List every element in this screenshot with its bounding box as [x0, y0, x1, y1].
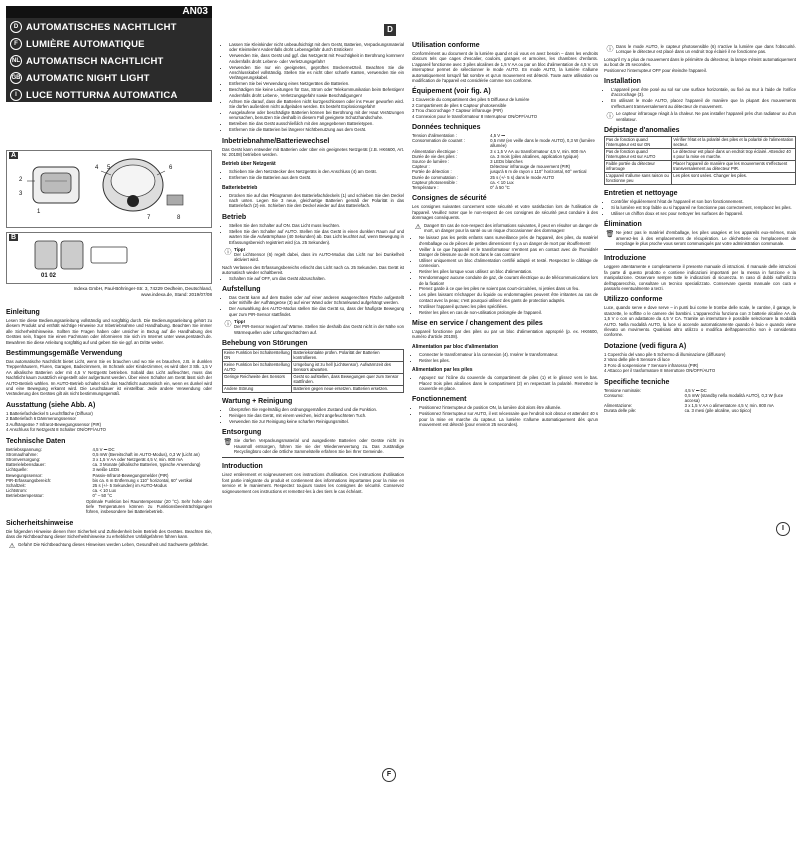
info-icon: ⓘ — [224, 248, 232, 256]
spec-key: Betriebstemperatur: — [6, 493, 44, 499]
table-cell: Keine Funktion bei Schalterstellung ON — [223, 349, 292, 361]
list-item: • Ne laissez pas les petits enfants sans surveillance près de l'appareil, des piles, du matériel d'emballage ou de pièces de petites dimensions! Il y a un danger de mort par étouffement! — [419, 235, 598, 246]
list-item: 4 Anschluss für Netzgerät 8 Schalter ON/OFF/AUTO — [6, 427, 106, 433]
info-icon: ⓘ — [606, 46, 614, 53]
bullet-list — [222, 276, 404, 281]
callout-3: 3 — [19, 191, 23, 197]
device-illustration — [7, 151, 211, 227]
table-cell: Andere Störung — [223, 385, 292, 392]
list-item: • Schalten Sie auf OFF, um das Gerät abzuschalten. — [229, 276, 404, 281]
spec-value: bis ca. 6 m Entfernung x 110° horizontal, 60° vertikal — [92, 477, 193, 483]
section-text: Lisez entièrement et soigneusement ces instructions d'utilisation. Ces instructions d'utilisation font partie intégrante du produit et contiennent des informations importantes pour la mise en service et le maniement. Respectez toujours toutes les consignes de sécurité. Conservez soigneusement ces instructions et remettez-les à des tiers le cas échéant. — [222, 472, 404, 494]
spec-value: ca. 3 Monate (alkalische Batterien, typische Anwendung) — [92, 462, 201, 468]
spec-key: Capteur photosensible : — [412, 179, 458, 185]
spec-key: Alimentation électrique : — [412, 148, 458, 154]
table-cell: Vérifier l'état et la polarité des piles et la polarité de l'alimentation secteur. — [672, 136, 796, 148]
list-item: • Contrôler régulièrement l'état de l'appareil et son bon fonctionnement. — [611, 199, 796, 204]
fr-column-3 — [412, 42, 598, 428]
list-item: • Connecter le transformateur à la connexion (4). Insérer le transformateur. — [419, 352, 598, 357]
section-text: Die folgenden Hinweise dienen Ihrer Sicherheit und Zufriedenheit beim Betrieb des Gerätes. Beachten Sie, dass die Nichtbeachtung dieser Sicherheitshinweise zu erheblichen Unfallgefahren führen kann. — [6, 528, 212, 540]
list-item: • Verwenden Sie, dass Gerät und ggf. das Netzgerät mit Feuchtigkeit in Berührung kommen! Andernfalls droht Lebens- oder Verletzungsgefahr! — [229, 53, 404, 64]
danger-note — [412, 223, 598, 234]
model-number: AN03 — [6, 6, 212, 18]
list-item: • Achten Sie darauf, dass die Batterien nicht kurzgeschlossen oder ins Feuer geworfen wird. Sie dürfen außerdem nicht aufgeladen werden. Es besteht Explosionsgefahr! — [229, 99, 404, 110]
spec-value: 4,5 V ⎓ — [490, 133, 505, 139]
lang-circle: GB — [10, 72, 22, 84]
section-heading: Utilisation conforme — [412, 42, 480, 49]
spec-key: Batterielebensdauer: — [6, 462, 46, 468]
list-item: • Ausgelaufene oder beschädigte Batterien können bei Berührung mit der Haut Verätzungen verursachen, benutzen Sie deshalb in diesem Fall geeignete Schutzhandschuhe. — [229, 110, 404, 121]
callout-2: 2 — [19, 177, 23, 183]
table-cell: Gerät so aufstellen, dass Bewegungen quer zum Sensor stattfinden. — [292, 373, 404, 385]
table-row — [412, 169, 598, 174]
spec-value: 3 LEDs blanches — [490, 159, 523, 165]
list-item: • Retirer les piles en cas de non-utilisation prolongée de l'appareil. — [419, 310, 598, 315]
spec-value: ca. 3 mois (piles alcalines, application typique) — [490, 153, 579, 159]
section-heading: Dépistage d'anomalies — [604, 126, 680, 134]
danger-text: Gefahr! Die Nichtbeachtung dieses Hinweises werden Leben, Gesundheit und Sachwerte gefährdet. — [18, 541, 209, 547]
banner-title: AUTOMATISCH NACHTLICHT — [26, 55, 164, 67]
section-heading: Sicherheitshinweise — [6, 519, 74, 527]
lang-circle: I — [10, 89, 22, 101]
section-heading: Entretien et nettoyage — [604, 189, 678, 197]
tip-note — [604, 44, 796, 55]
banner-row-gb — [6, 70, 212, 86]
list-item: • Überprüfen Sie regelmäßig den ordnungsgemäßen Zustand und die Funktion. — [229, 407, 404, 412]
tip-text: Der PIR-Sensor reagiert auf Wärme. Stellen Sie deshalb das Gerät nicht in der Nähe von Wärmequellen oder Lüftungsschächten auf. — [234, 324, 404, 335]
tip-text: Dans le mode AUTO, le capteur photosensible (6) n'active la lumière que dans l'obscurité. Lorsque le détecteur est placé dans un endroit trop éclairé il ne fonctionne pas. — [616, 44, 796, 55]
section-text: Lorsqu'il n'y a plus de mouvement dans le périmètre du détecteur, la lampe s'éteint automatiquement au bout de 25 secondes. — [604, 56, 796, 68]
figure-b-label: B — [11, 234, 17, 241]
troubleshooting-table — [604, 136, 796, 185]
banner-title: LUMIÈRE AUTOMATIQUE — [26, 38, 145, 50]
figure-a — [6, 150, 212, 228]
warning-icon: ⚠ — [414, 223, 422, 231]
spec-value: 3 x 1,5 V AA o alimentatore 4,5 V, min. 800 mA — [684, 403, 774, 409]
fr-it-column-4 — [604, 42, 796, 414]
section-heading: Behebung von Störungen — [222, 339, 308, 347]
bullet-list — [222, 169, 404, 180]
list-item: • Utiliser uniquement un bloc d'alimentation certifié adapté et testé. Respectez le câblage de connexion. — [419, 258, 598, 269]
spec-key: Température : — [412, 185, 439, 191]
bullet-list — [222, 223, 404, 245]
section-text: Lesen Sie diese Bedienungsanleitung vollständig und sorgfältig durch. Die Bedienungsanleitung gehört zu diesem Produkt und enthält wichtige Hinweise zur Inbetriebnahme und Handhabung. Beachten Sie immer alle Sicherheitshinweise. Sollten Sie Fragen haben oder unsicher in Bezug auf die Handhabung des Gerätes sein, fragen Sie einen Fachmann oder informieren Sie sich im Internet unter www.pentatech.de. Bewahren Sie diese Anleitung sorgfältig auf und geben Sie sie ggf. an Dritte weiter. — [6, 318, 212, 345]
bullet-list — [412, 375, 598, 391]
title-banner — [6, 18, 212, 102]
spec-value: ca. < 10 Lux — [92, 488, 117, 494]
list-item: 2 Batteriefach 6 Dämmerungssensor — [6, 416, 76, 422]
list-item: • Entfernen Sie bei Verwendung eines Netzgerätes die Batterien. — [229, 81, 404, 86]
spec-key: Lichtquelle: — [6, 467, 28, 473]
spec-key: Bewegungssensor: — [6, 472, 43, 478]
tip-note — [604, 111, 796, 122]
list-item: • Utiliser un chiffon doux et sec pour nettoyer les surfaces de l'appareil. — [611, 211, 796, 216]
safety-list — [222, 42, 404, 133]
info-icon: ⓘ — [606, 113, 614, 121]
list-item: • Verwenden Sie nur ein geeignetes, geprüftes Steckernetzteil. Beachten Sie die Anschlusskabel vollständig. Stellen Sie es nicht über scharfe Kanten, verwenden Sie ein Verlängerungskabel. — [229, 65, 404, 81]
list-item: • Positionnez l'interrupteur sur AUTO, il est nécessaire que l'endroit soit obscur et attendez 40 s pour la mise en marche du capteur. La lumière s'allume automatiquement dès qu'un mouvement est détecté (pour environ 25 secondes). — [419, 411, 598, 427]
spec-key: Capteur : — [412, 164, 430, 170]
list-item: • Stellen Sie den Schalter auf ON. Das Licht muss leuchten. — [229, 223, 404, 228]
list-item: • Retirer les piles lorsque vous utilisez un bloc d'alimentation. — [419, 269, 598, 274]
spec-value: 3 weiße LEDs — [92, 467, 120, 473]
bullet-list — [412, 352, 598, 363]
recycle-bin-icon: 🗑 — [223, 439, 233, 447]
disposal-text: Ne jetez pas le matériel d'emballage, les piles usagées et les appareils eux-mêmes, mais amenez-les à des emplacements de récupération. Le déchetterie ou l'emplacement de recyclage le plus proche vous seront communiqués par votre administration communale. — [616, 230, 796, 246]
section-heading: Ausstattung (siehe Abb. A) — [6, 401, 96, 409]
table-row — [223, 385, 404, 392]
list-item: • Schieben Sie den Netzstecker des Netzgeräts in den Anschluss (4) am Gerät. — [229, 169, 404, 174]
list-item: 3 Trou d'accrochage 7 Capteur infrarouge (PIR) — [412, 108, 503, 114]
table-row — [605, 172, 796, 184]
spec-table — [604, 388, 796, 414]
table-cell: Geringe Reichweite des Sensors — [223, 373, 292, 385]
section-heading: Specifiche tecniche — [604, 378, 670, 386]
list-item: • Betreiben Sie das Gerät ausschließlich mit den angegebenen Batterietypen. — [229, 121, 404, 126]
battery-illustration — [7, 233, 211, 283]
lang-circle: F — [10, 38, 22, 50]
table-cell: Batteriekontakte prüfen. Polarität der Batterien kontrollieren. — [292, 349, 404, 361]
list-item: • Appuyez sur l'icône du couvercle du compartiment de piles (1) et le glissez vers le bas. Placez trois piles alcalines dans le compartiment (2) en respectant la polarité. Remettez le couvercle en place. — [419, 375, 598, 391]
spec-value: 0,5 mW (standby nella modalità AUTO), 0,3 W (luce accesa) — [684, 392, 784, 403]
table-cell: Pas de fonction quand l'interrupteur est sur AUTO — [605, 148, 672, 160]
danger-text: Danger! En cas de non-respect des informations suivantes, il peut en résulter un danger de mort, un danger pour la santé ou un risque d'occasionner des dommages! — [424, 222, 598, 233]
list-item: • Beschädigen Sie keine Leitungen für Gas, Strom oder Telekommunikation beim Befestigen! Andernfalls droht Lebens-, Verletzungsgefahr sowie Beschädigungen! — [229, 87, 404, 98]
list-item: • Das Gerät kann auf dem Boden oder auf einer anderen waagerechten Fläche aufgestellt oder mithilfe der Aufhängeöse (3) auf einer Wand oder Schrankwand aufgehängt werden. — [229, 295, 404, 306]
list-item: • Lassen Sie Kleinkinder nicht unbeaufsichtigt mit dem Gerät, Batterien, Verpackungsmaterial oder Kleinteilen! Andernfalls droht Lebensgefahr durch Ersticken! — [229, 42, 404, 53]
section-heading: Bestimmungsgemäße Verwendung — [6, 350, 123, 358]
table-row — [223, 361, 404, 373]
sub-heading: Betrieb über Netzgerät — [222, 161, 276, 168]
spec-value: 0,5 mW (en veille dans le mode AUTO), 0,3 W (lumière allumée) — [490, 138, 595, 149]
table-row — [412, 138, 598, 148]
section-text: Das Gerät kann entweder mit Batterien oder über ein geeignetes Netzgerät (z.B. HK6600, Art. Nr. 20108) betrieben werden. — [222, 146, 404, 157]
spec-key: Betriebsspannung: — [6, 446, 42, 452]
callout-1: 1 — [37, 209, 41, 215]
spec-note: Optimale Funktion bei Raumtemperatur (20 °C). Sehr hohe oder tiefe Temperaturen können zu Funktionsbeeinträchtigungen führen, insbesondere bei Batteriebetrieb. — [86, 498, 212, 515]
spec-key: Durata delle pile: — [604, 408, 637, 414]
lang-circle: NL — [10, 55, 22, 67]
spec-value: 3 x 1,5 V AA oder Netzgerät 4,5 V, min. 800 mA — [92, 456, 183, 462]
table-cell: Pas de fonction quand l'interrupteur est sur ON — [605, 136, 672, 148]
lang-marker-fr: F — [382, 768, 396, 782]
list-item: 4 Connexion pour le transformateur 8 Interrupteur ON/OFF/AUTO — [412, 113, 538, 119]
list-item: • Retirer les piles. — [419, 358, 598, 363]
banner-title: AUTOMATISCHES NACHTLICHT — [26, 21, 177, 33]
table-cell: Umgebung ist zu hell (Lichtsensor). Aufwärmzeit des Sensors abwarten. — [292, 361, 404, 373]
tip-label: Tipp! — [234, 246, 246, 252]
banner-row-fr — [6, 36, 212, 52]
lang-marker-de: D — [384, 24, 396, 36]
sub-heading: Alimentation par bloc d'alimentation — [412, 343, 499, 350]
spec-value: ca. 3 mesi (pile alcaline, uso tipico) — [684, 408, 752, 414]
lang-circle: D — [10, 21, 22, 33]
address-line: Indexa GmbH, Paul-Böhringer-Str. 3, 74229 Oedheim, Deutschland, — [73, 286, 212, 291]
callout-8: 8 — [177, 215, 181, 221]
disposal-note — [222, 438, 404, 454]
section-heading: Betrieb — [222, 213, 247, 221]
section-heading: Aufstellung — [222, 286, 261, 293]
list-item: • Positionnez l'interrupteur de position ON, la lumière doit alors être allumée. — [419, 405, 598, 410]
list-item: 3 Foro di sospensione 7 Sensore infrarosso (PIR) — [604, 362, 699, 368]
spec-key: Tensione nominale: — [604, 387, 642, 393]
spec-key: Durée de vie des piles : — [412, 153, 457, 159]
spec-value: 0,5 mW (Bereitschaft im AUTO-Modus), 0,3 W (Licht an) — [92, 451, 200, 457]
list-item: • Drücken Sie auf das Piktogramm des Batteriefachdeckels (1) und schieben Sie den Deckel nach unten. Legen Sie 3 neue, gleichartige Batterien gemäß der Polarität in das Batteriefach (2) ein. Schieben Sie den Deckel wieder auf das Batteriefach. — [229, 193, 404, 209]
tip-note — [222, 319, 404, 335]
list-item: 1 Couvercle du compartiment des piles 5 Diffuseur de lumière — [412, 97, 530, 103]
list-item: • L'appareil peut être posé au sol sur une surface horizontale, ou fixé au mur à l'aide de l'orifice d'accrochage (3). — [611, 87, 796, 98]
section-text: Les consignes suivantes concernent votre sécurité et votre satisfaction lors de l'utilisation de l'appareil. Veuillez noter que le non-respect de ces consignes de sécurité peut conduire à des dommages conséquents. — [412, 204, 598, 221]
tip-text: Der Lichtsensor (6) regelt dabei, dass im AUTO-Modus das Licht nur bei Dunkelheit aktiviert wird. — [234, 251, 404, 263]
list-item: • Entfernen Sie die Batterien aus dem Gerät. — [229, 175, 404, 180]
table-cell: Batterien gegen neue ersetzen. Batterien ersetzen. — [292, 385, 404, 392]
section-text: Das automatische Nachtlicht bietet Licht, wenn Sie es brauchen und wo Sie es brauchen, z.B. in dunklen Treppenhäusern, Fluren, Garagen, Badezimmern, im Schrank oder Kinderzimmer, es wird über 3 Stk. 1,5 V AA alkalische Batterien oder mit 4,5 V Netzgerät betrieben. Sobald das Licht aufleuchtet, muss das Nachtlicht kaum zusätzlich eingestellt oder aufgeräumt werden. Über einen Schalter am Gerät lässt sich der AUTO-Betrieb wählen. Im AUTO-Betrieb schaltet sich das Nachtlicht automatisch ein, wenn es dunkel wird und eine Bewegung erkannt wird. Die Leuchtdauer ist einstellbar. Jede andere Verwendung oder Veränderung des Gerätes gilt als nicht bestimmungsgemäß. — [6, 359, 212, 397]
table-row — [223, 349, 404, 361]
disposal-note — [604, 230, 796, 246]
spec-key: Consommation de courant : — [412, 138, 465, 144]
address-line: www.indexa.de, Stand: 2019/07/08 — [141, 292, 212, 297]
section-heading: Wartung + Reinigung — [222, 397, 293, 405]
section-heading: Dotazione (vedi figura A) — [604, 342, 687, 350]
list-item: • N'utiliser l'appareil qu'avec les piles spécifiées. — [419, 304, 598, 309]
spec-value: 4,5 V ⎓ DC — [684, 387, 707, 393]
manufacturer-address — [6, 286, 212, 298]
section-heading: Inbetriebnahme/Batteriewechsel — [222, 137, 330, 145]
section-heading: Fonctionnement — [412, 396, 467, 404]
list-item: 4 Attacco per il trasformatore 8 Interruttore ON/OFF/AUTO — [604, 368, 716, 374]
table-cell: L'appareil s'allume sans raison ou fonctionne peu — [605, 172, 672, 184]
banner-row-it — [6, 87, 212, 103]
section-heading: Introduzione — [604, 255, 646, 263]
table-row — [412, 185, 598, 190]
bullet-list — [222, 193, 404, 209]
spec-value: 4,5 V ⎓ DC — [92, 446, 115, 452]
spec-key: PIR-Erfassungsbereich: — [6, 477, 52, 483]
list-item: 1 Batteriefachdeckel 5 Leuchtfläche (Diffusor) — [6, 410, 93, 416]
section-heading: Équipement (voir fig. A) — [412, 88, 491, 96]
divider — [604, 249, 796, 250]
spec-table — [412, 133, 598, 190]
divider — [222, 457, 404, 458]
banner-row-de — [6, 19, 212, 35]
section-heading: Installation — [604, 78, 641, 86]
spec-value: 0° – 50 °C — [92, 493, 113, 499]
table-row — [604, 408, 796, 413]
section-heading: Einleitung — [6, 309, 40, 316]
section-heading: Consignes de sécurité — [412, 195, 487, 203]
banner-title: AUTOMATIC NIGHT LIGHT — [26, 72, 150, 84]
bullet-list — [604, 199, 796, 216]
spec-key: Durée de commutation : — [412, 174, 458, 180]
section-text: Leggere attentamente e completamente il presente manuale di istruzioni. Il manuale delle istruzioni fa parte di questo prodotto e contiene indicazioni importanti per la messa in funzione e la manipolazione. Osservare sempre tutte le indicazioni di sicurezza. In caso di dubbi sull'utilizzo dell'apparecchio, consultare un tecnico specializzato. Conservare questo manuale con cura e passarlo eventualmente a terzi. — [604, 264, 796, 292]
section-text: Positionnez l'interrupteur OFF pour éteindre l'appareil. — [604, 67, 707, 73]
table-cell: Le détecteur est placé dans un endroit trop éclairé. Attendez 40 s pour la mise en marche. — [672, 148, 796, 160]
list-item: • Entfernen Sie die Batterien bei längerer Nichtbenutzung aus dem Gerät. — [229, 127, 404, 132]
spec-key: Consumo: — [604, 392, 624, 398]
spec-key: Schaltzeit: — [6, 482, 26, 488]
list-item: • Les piles laissant s'échapper du liquide ou endommagées peuvent être irritantes au cas de contact avec la peau; c'est pourquoi utilisez des gants de protection adaptés. — [419, 292, 598, 303]
section-heading: Élimination — [604, 221, 642, 229]
sub-heading: Batteriebetrieb — [222, 184, 258, 191]
spec-key: Portée de détection : — [412, 169, 452, 175]
tip-text: Le capteur infrarouge réagit à la chaleur. Ne pas installer l'appareil près d'un radiateur ou d'un ventilateur. — [616, 111, 796, 122]
bullet-list — [604, 87, 796, 109]
list-item: • Stellen Sie den Schalter auf AUTO. Stellen Sie das Gerät in einen dunklen Raum auf und warten Sie die Aufwärmphase (40 Sekunden) ab. Das Licht leuchtet auf, wenn Bewegung in Erfassungsbereich registriert wird (ca. 25 Sekunden). — [229, 229, 404, 245]
section-heading: Technische Daten — [6, 437, 66, 445]
bullet-list — [222, 295, 404, 317]
figure-b-code: 01 02 — [41, 273, 57, 279]
spec-value: jusqu'à 6 m de rayon x 110° horizontal, 60° vertical — [490, 169, 587, 175]
troubleshooting-table — [222, 349, 404, 393]
bullet-list — [222, 407, 404, 424]
table-row — [223, 373, 404, 385]
callout-6: 6 — [169, 165, 173, 171]
disposal-text: Sie dürfen Verpackungsmaterial und ausgediente Batterien oder Geräte nicht im Hausmüll entsorgen, führen Sie sie der Wiederverwertung zu. Das zuständige Recyclingbüro oder die örtliche Sammelstelle erfahren Sie bei Ihrer Gemeinde. — [234, 438, 404, 454]
section-heading: Données techniques — [412, 124, 481, 132]
list-item: 1 Coperchio del vano pile 5 Schermo di illuminazione (diffusore) — [604, 351, 726, 357]
spec-table — [6, 447, 212, 499]
spec-value: 3 x 1,5 V AA ou transformateur 4,5 V, min. 800 mA — [490, 148, 586, 154]
section-text: L'appareil fonctionne par des piles ou par un bloc d'alimentation approprié (p. ex. HK6600, numéro d'article 20108). — [412, 329, 598, 340]
table-cell: Les piles sont usées. Changer les piles. — [672, 172, 796, 184]
table-row — [605, 160, 796, 172]
section-heading: Mise en service / changement des piles — [412, 320, 543, 328]
spec-key: Stromversorgung: — [6, 456, 41, 462]
tip-note — [222, 247, 404, 263]
lang-marker-it: I — [776, 522, 790, 536]
list-item: • Der Auswahlung des AUTO-Modus stellen Sie das Gerät so, dass der häufigste Bewegung quer zum PIR-Sensor stattfindet. — [229, 306, 404, 317]
section-heading: Utilizzo conforme — [604, 296, 663, 304]
table-cell: Keine Funktion bei Schalterstellung AUTO — [223, 361, 292, 373]
spec-key: Tension d'alimentation : — [412, 133, 457, 139]
banner-row-nl — [6, 53, 212, 69]
table-cell: Faible portée du détecteur infrarouge — [605, 160, 672, 172]
spec-key: Stromaufnahme: — [6, 451, 38, 457]
figure-a-label: A — [11, 152, 17, 159]
de-column-2 — [222, 42, 404, 494]
danger-note — [6, 542, 212, 550]
list-item: • N'endommagez aucune conduite de gaz, de courant électrique ou de télécommunications lors de la fixation! — [419, 275, 598, 286]
section-heading: Introduction — [222, 463, 263, 471]
spec-key: Alimentazione: — [604, 403, 633, 409]
callout-7: 7 — [147, 215, 151, 221]
list-item: 2 Vano delle pile 6 Sensore di luce — [604, 357, 670, 363]
section-text: Luce, quando serve e dove serve – in punti bui come le trombe delle scale, le cantine, il garage, le stanzette, le soffitte o le camere dei bambini. L'apparecchio funziona con 3 batterie alcaline AA da 1,5 V o con un adattatore da 4,5 V CA. Tramite un interruttore è possibile selezionare la modalità AUTO. Nella modalità AUTO, la luce si accende automaticamente quando è buio e quando viene rilevato un movimento. Qualsiasi altro utilizzo o modifica dell'apparecchio non è considerato conforme. — [604, 305, 796, 338]
sub-heading: Alimentation par les piles — [412, 367, 473, 374]
spec-value: ca. < 10 Lux — [490, 179, 514, 185]
figure-b — [6, 232, 212, 284]
list-item: 2 Compartiment de piles 6 Capteur photosensible — [412, 102, 507, 108]
spec-key: Lichtstrom: — [6, 488, 28, 494]
spec-value: 25 s (+/- 5 s) dans le mode AUTO — [490, 174, 555, 180]
recycle-bin-icon: 🗑 — [605, 231, 615, 239]
tip-label: Tipp! — [234, 319, 246, 325]
list-item: • Si la lumière est trop faible ou si l'appareil ne fonctionne pas correctement, remplacez les piles. — [611, 205, 796, 210]
bullet-list — [412, 405, 598, 427]
list-item: • Veiller à ce que l'appareil et le transformateur n'entrent pas en contact avec de l'humidité! Danger de blessure ou de mort dans le cas contraire! — [419, 247, 598, 258]
safety-list — [412, 235, 598, 315]
banner-title: LUCE NOTTURNA AUTOMATICA — [26, 89, 178, 101]
spec-value: 0° à 50 °C — [490, 185, 510, 191]
list-item: • En utilisant le mode AUTO, placez l'appareil de manière que la plupart des mouvements s'effectuent transversalement au détecteur de mouvement. — [611, 98, 796, 109]
de-column-1 — [6, 304, 212, 552]
spec-key: Source de lumière : — [412, 159, 450, 165]
spec-value: Détecteur infrarouge de mouvement (PIR) — [490, 164, 571, 170]
section-text: Conformément au document de la lumière quand et où vous en avez besoin – dans les endroits obscurs tels que cages d'escalier, couloirs, garages et armoires, les chambres d'enfants. L'appareil fonctionne avec 3 piles alcalines de 1,5 V AA ou par un bloc d'alimentation de 4,5 V. Un interrupteur permet de sélectionner le mode AUTO. En mode AUTO, la lumière s'allume automatiquement lorsqu'il fait sombre et qu'un mouvement est détecté. Toute autre utilisation ou modification de l'appareil est considérée comme non conforme. — [412, 51, 598, 84]
table-row — [604, 393, 796, 403]
spec-value: 25 s (+/- 5 Sekunden) im AUTO-Modus — [92, 482, 167, 488]
table-row — [605, 136, 796, 148]
callout-4: 4 — [95, 165, 99, 171]
list-item: • Prenez garde à ce que les piles ne soient pas court-circuitées, ni jetées dans un feu. — [419, 286, 598, 291]
list-item: 3 Aufhängeöse 7 Infrarot-Bewegungssensor (PIR) — [6, 421, 102, 427]
table-cell: Placer l'appareil de manière que les mouvements s'effectuent transversalement au détecteur PIR. — [672, 160, 796, 172]
spec-value: Passiv-Infrarot-Bewegungsmelder (PIR) — [92, 472, 169, 478]
list-item: • Reinigen Sie das Gerät, mit einem weichen, leicht angefeuchteten Tuch. — [229, 413, 404, 418]
table-row — [605, 148, 796, 160]
info-icon: ⓘ — [224, 321, 232, 329]
section-text: Nach Verlassen des Erfassungsbereichs erlischt das Licht nach ca. 25 Sekunden. Das Gerät ist automatisch wieder schaltbereit. — [222, 264, 404, 276]
warning-icon: ⚠ — [8, 542, 16, 550]
section-heading: Entsorgung — [222, 429, 262, 437]
callout-5: 5 — [107, 165, 111, 171]
list-item: • Verwenden Sie zur Reinigung keine scharfen Reinigungsmittel. — [229, 419, 404, 424]
